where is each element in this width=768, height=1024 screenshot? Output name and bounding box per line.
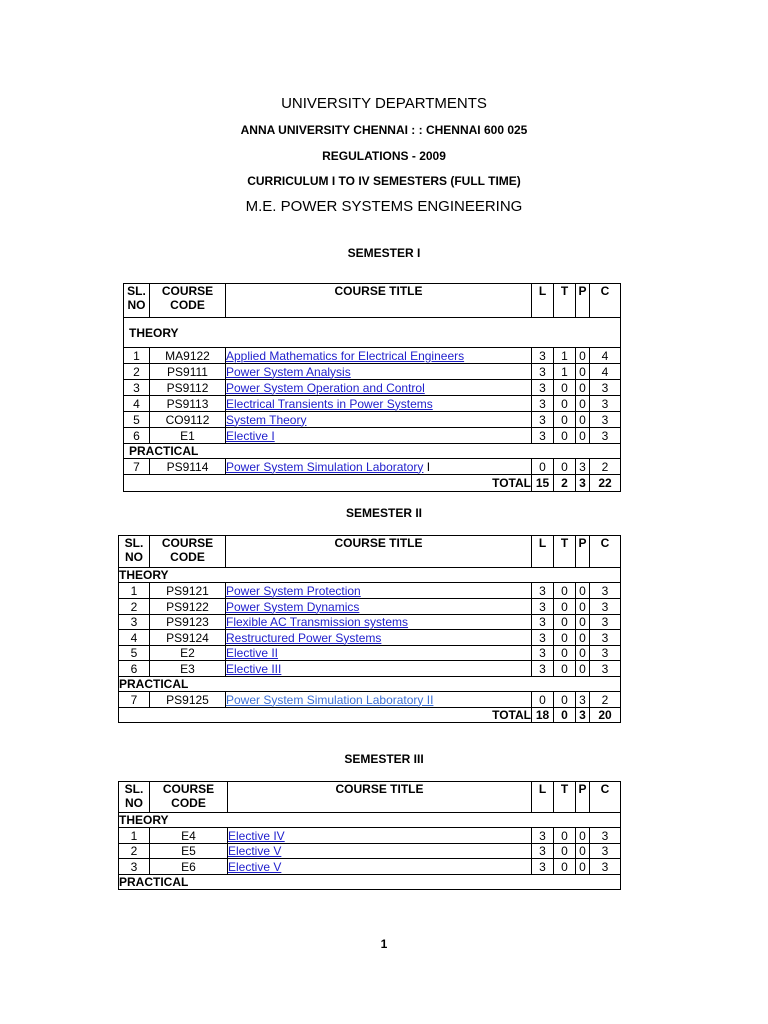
p-header: P (576, 536, 590, 568)
l-cell: 0 (532, 459, 554, 475)
table-row (119, 630, 621, 646)
sl-cell: 5 (124, 412, 150, 428)
t-header: T (554, 782, 576, 813)
sl-cell: 2 (124, 364, 150, 380)
table-row (124, 396, 621, 412)
t-cell: 0 (554, 844, 576, 859)
l-cell: 3 (532, 615, 554, 630)
p-cell: 0 (576, 412, 590, 428)
document-heading: UNIVERSITY DEPARTMENTS (281, 95, 487, 112)
code-cell: PS9113 (150, 396, 226, 412)
course-title-link[interactable]: Elective I (226, 428, 275, 443)
p-cell: 0 (576, 646, 590, 661)
c-cell: 3 (590, 396, 621, 412)
practical-section-row (119, 875, 621, 890)
p-header: P (576, 284, 590, 318)
table-header-row (124, 284, 621, 318)
curriculum-line: CURRICULUM I TO IV SEMESTERS (FULL TIME) (247, 174, 521, 188)
p-cell: 0 (576, 583, 590, 599)
t-cell: 1 (554, 348, 576, 364)
c-cell: 2 (590, 692, 621, 708)
course-title-suffix: I (423, 459, 431, 474)
p-cell: 0 (576, 859, 590, 875)
course-code-header: COURSE CODE (150, 536, 226, 568)
semester-1-title: SEMESTER I (347, 246, 421, 260)
course-title-link[interactable]: Elective V (228, 844, 282, 858)
p-header: P (576, 782, 590, 813)
t-cell: 0 (554, 412, 576, 428)
programme-title: M.E. POWER SYSTEMS ENGINEERING (245, 198, 523, 215)
theory-label: THEORY (119, 568, 621, 583)
code-cell: PS9124 (150, 630, 226, 646)
c-cell: 3 (590, 599, 621, 615)
t-cell: 0 (554, 428, 576, 444)
course-title-link[interactable]: Elective II (226, 646, 279, 660)
total-l: 18 (532, 708, 554, 723)
c-cell: 3 (590, 583, 621, 599)
c-cell: 3 (590, 630, 621, 646)
semester-2-table (118, 535, 621, 723)
code-cell: CO9112 (150, 412, 226, 428)
table-row (124, 459, 621, 475)
p-cell: 0 (576, 396, 590, 412)
sl-cell: 7 (124, 459, 150, 475)
l-header: L (532, 284, 554, 318)
code-cell: PS9114 (150, 459, 226, 475)
l-cell: 3 (532, 583, 554, 599)
c-cell: 3 (590, 661, 621, 677)
code-cell: PS9123 (150, 615, 226, 630)
code-cell: E1 (150, 428, 226, 444)
total-l: 15 (532, 475, 554, 492)
code-cell: E6 (150, 859, 228, 875)
c-cell: 3 (590, 412, 621, 428)
l-cell: 3 (532, 828, 554, 844)
c-cell: 3 (590, 646, 621, 661)
theory-section-row (119, 813, 621, 828)
p-cell: 0 (576, 380, 590, 396)
table-row (119, 583, 621, 599)
practical-label: PRACTICAL (119, 677, 621, 692)
course-title-header: COURSE TITLE (226, 284, 532, 318)
p-cell: 0 (576, 844, 590, 859)
p-cell: 0 (576, 364, 590, 380)
practical-section-row (124, 444, 621, 459)
c-header: C (590, 284, 621, 318)
l-cell: 3 (532, 428, 554, 444)
table-row (124, 380, 621, 396)
course-title-link[interactable]: Power System Dynamics (226, 599, 360, 614)
l-cell: 3 (532, 599, 554, 615)
l-cell: 3 (532, 380, 554, 396)
p-cell: 0 (576, 615, 590, 630)
total-row (119, 708, 621, 723)
t-cell: 0 (554, 599, 576, 615)
table-row (119, 844, 621, 859)
table-row (124, 348, 621, 364)
sl-cell: 3 (124, 380, 150, 396)
course-title-link[interactable]: Power System Protection (226, 583, 361, 598)
t-cell: 0 (554, 646, 576, 661)
sl-cell: 1 (119, 828, 150, 844)
p-cell: 0 (576, 348, 590, 364)
l-header: L (532, 782, 554, 813)
sl-no-header: SL. NO (119, 536, 150, 568)
theory-label: THEORY (119, 813, 621, 828)
theory-section-row (119, 568, 621, 583)
l-cell: 3 (532, 412, 554, 428)
p-cell: 0 (576, 661, 590, 677)
sl-cell: 7 (119, 692, 150, 708)
page-number: 1 (380, 937, 388, 951)
c-cell: 4 (590, 364, 621, 380)
course-title-link[interactable]: Power System Simulation Laboratory (226, 459, 424, 474)
l-cell: 3 (532, 364, 554, 380)
l-cell: 3 (532, 396, 554, 412)
sl-cell: 1 (119, 583, 150, 599)
code-cell: PS9125 (150, 692, 226, 708)
sl-cell: 2 (119, 599, 150, 615)
table-row (124, 412, 621, 428)
course-title-link[interactable]: Elective III (226, 661, 282, 676)
course-code-header: COURSE CODE (150, 284, 226, 318)
sl-cell: 3 (119, 615, 150, 630)
sl-cell: 5 (119, 646, 150, 661)
code-cell: PS9111 (150, 364, 226, 380)
course-title-link[interactable]: System Theory (226, 412, 307, 427)
table-row (124, 364, 621, 380)
theory-label: THEORY (124, 318, 621, 348)
c-cell: 3 (590, 844, 621, 859)
code-cell: E4 (150, 828, 228, 844)
t-cell: 0 (554, 828, 576, 844)
total-row (124, 475, 621, 492)
c-cell: 3 (590, 615, 621, 630)
p-cell: 3 (576, 459, 590, 475)
course-title-link[interactable]: Electrical Transients in Power Systems (226, 396, 433, 411)
semester-1-table (123, 283, 621, 492)
total-p: 3 (576, 708, 590, 723)
t-cell: 0 (554, 630, 576, 646)
course-title-link[interactable]: Elective V (228, 859, 282, 874)
course-title-header: COURSE TITLE (228, 782, 532, 813)
code-cell: E3 (150, 661, 226, 677)
course-title-link[interactable]: Applied Mathematics for Electrical Engineers (226, 348, 465, 363)
p-cell: 0 (576, 828, 590, 844)
t-header: T (554, 284, 576, 318)
t-cell: 0 (554, 459, 576, 475)
table-row (119, 828, 621, 844)
table-row (119, 615, 621, 630)
l-cell: 3 (532, 630, 554, 646)
p-cell: 0 (576, 630, 590, 646)
course-title-link[interactable]: Restructured Power Systems (226, 630, 382, 645)
c-header: C (590, 782, 621, 813)
p-cell: 0 (576, 428, 590, 444)
code-cell: MA9122 (150, 348, 226, 364)
sl-cell: 1 (124, 348, 150, 364)
t-cell: 0 (554, 859, 576, 875)
l-cell: 3 (532, 646, 554, 661)
l-cell: 3 (532, 859, 554, 875)
course-title-link[interactable]: Flexible AC Transmission systems (226, 615, 409, 629)
t-cell: 0 (554, 396, 576, 412)
university-line: ANNA UNIVERSITY CHENNAI : : CHENNAI 600 025 (240, 123, 528, 137)
sl-cell: 6 (119, 661, 150, 677)
t-cell: 0 (554, 615, 576, 630)
practical-label: PRACTICAL (124, 444, 621, 459)
sl-cell: 2 (119, 844, 150, 859)
theory-section-row (124, 318, 621, 348)
course-title-link[interactable]: Power System Operation and Control (226, 380, 425, 395)
p-cell: 3 (576, 692, 590, 708)
practical-label: PRACTICAL (119, 875, 621, 890)
course-title-header: COURSE TITLE (226, 536, 532, 568)
total-c: 20 (590, 708, 621, 723)
table-row (119, 661, 621, 677)
total-label: TOTAL (124, 475, 532, 492)
code-cell: PS9121 (150, 583, 226, 599)
c-cell: 3 (590, 859, 621, 875)
regulations-line: REGULATIONS - 2009 (322, 149, 446, 163)
total-label: TOTAL (119, 708, 532, 723)
sl-cell: 4 (124, 396, 150, 412)
l-cell: 3 (532, 661, 554, 677)
c-cell: 3 (590, 828, 621, 844)
semester-2-title: SEMESTER II (345, 506, 422, 520)
course-code-header: COURSE CODE (150, 782, 228, 813)
table-row (119, 859, 621, 875)
course-title-link[interactable]: Elective IV (228, 828, 285, 843)
code-cell: PS9112 (150, 380, 226, 396)
sl-no-header: SL. NO (124, 284, 150, 318)
sl-cell: 6 (124, 428, 150, 444)
c-header: C (590, 536, 621, 568)
l-cell: 0 (532, 692, 554, 708)
l-cell: 3 (532, 844, 554, 859)
sl-cell: 4 (119, 630, 150, 646)
t-cell: 0 (554, 692, 576, 708)
table-row (124, 428, 621, 444)
course-title-link[interactable]: Power System Simulation Laboratory II (226, 692, 434, 707)
semester-3-table (118, 781, 621, 890)
t-cell: 0 (554, 661, 576, 677)
table-row (119, 692, 621, 708)
l-cell: 3 (532, 348, 554, 364)
total-t: 2 (554, 475, 576, 492)
t-cell: 0 (554, 380, 576, 396)
sl-no-header: SL. NO (119, 782, 150, 813)
total-p: 3 (576, 475, 590, 492)
table-row (119, 646, 621, 661)
c-cell: 3 (590, 428, 621, 444)
table-row (119, 599, 621, 615)
t-header: T (554, 536, 576, 568)
c-cell: 2 (590, 459, 621, 475)
table-header-row (119, 782, 621, 813)
l-header: L (532, 536, 554, 568)
code-cell: PS9122 (150, 599, 226, 615)
t-cell: 1 (554, 364, 576, 380)
c-cell: 3 (590, 380, 621, 396)
course-title-link[interactable]: Power System Analysis (226, 364, 351, 379)
total-c: 22 (590, 475, 621, 492)
c-cell: 4 (590, 348, 621, 364)
semester-3-title: SEMESTER III (344, 752, 424, 766)
sl-cell: 3 (119, 859, 150, 875)
code-cell: E2 (150, 646, 226, 661)
code-cell: E5 (150, 844, 228, 859)
t-cell: 0 (554, 583, 576, 599)
practical-section-row (119, 677, 621, 692)
p-cell: 0 (576, 599, 590, 615)
table-header-row (119, 536, 621, 568)
total-t: 0 (554, 708, 576, 723)
